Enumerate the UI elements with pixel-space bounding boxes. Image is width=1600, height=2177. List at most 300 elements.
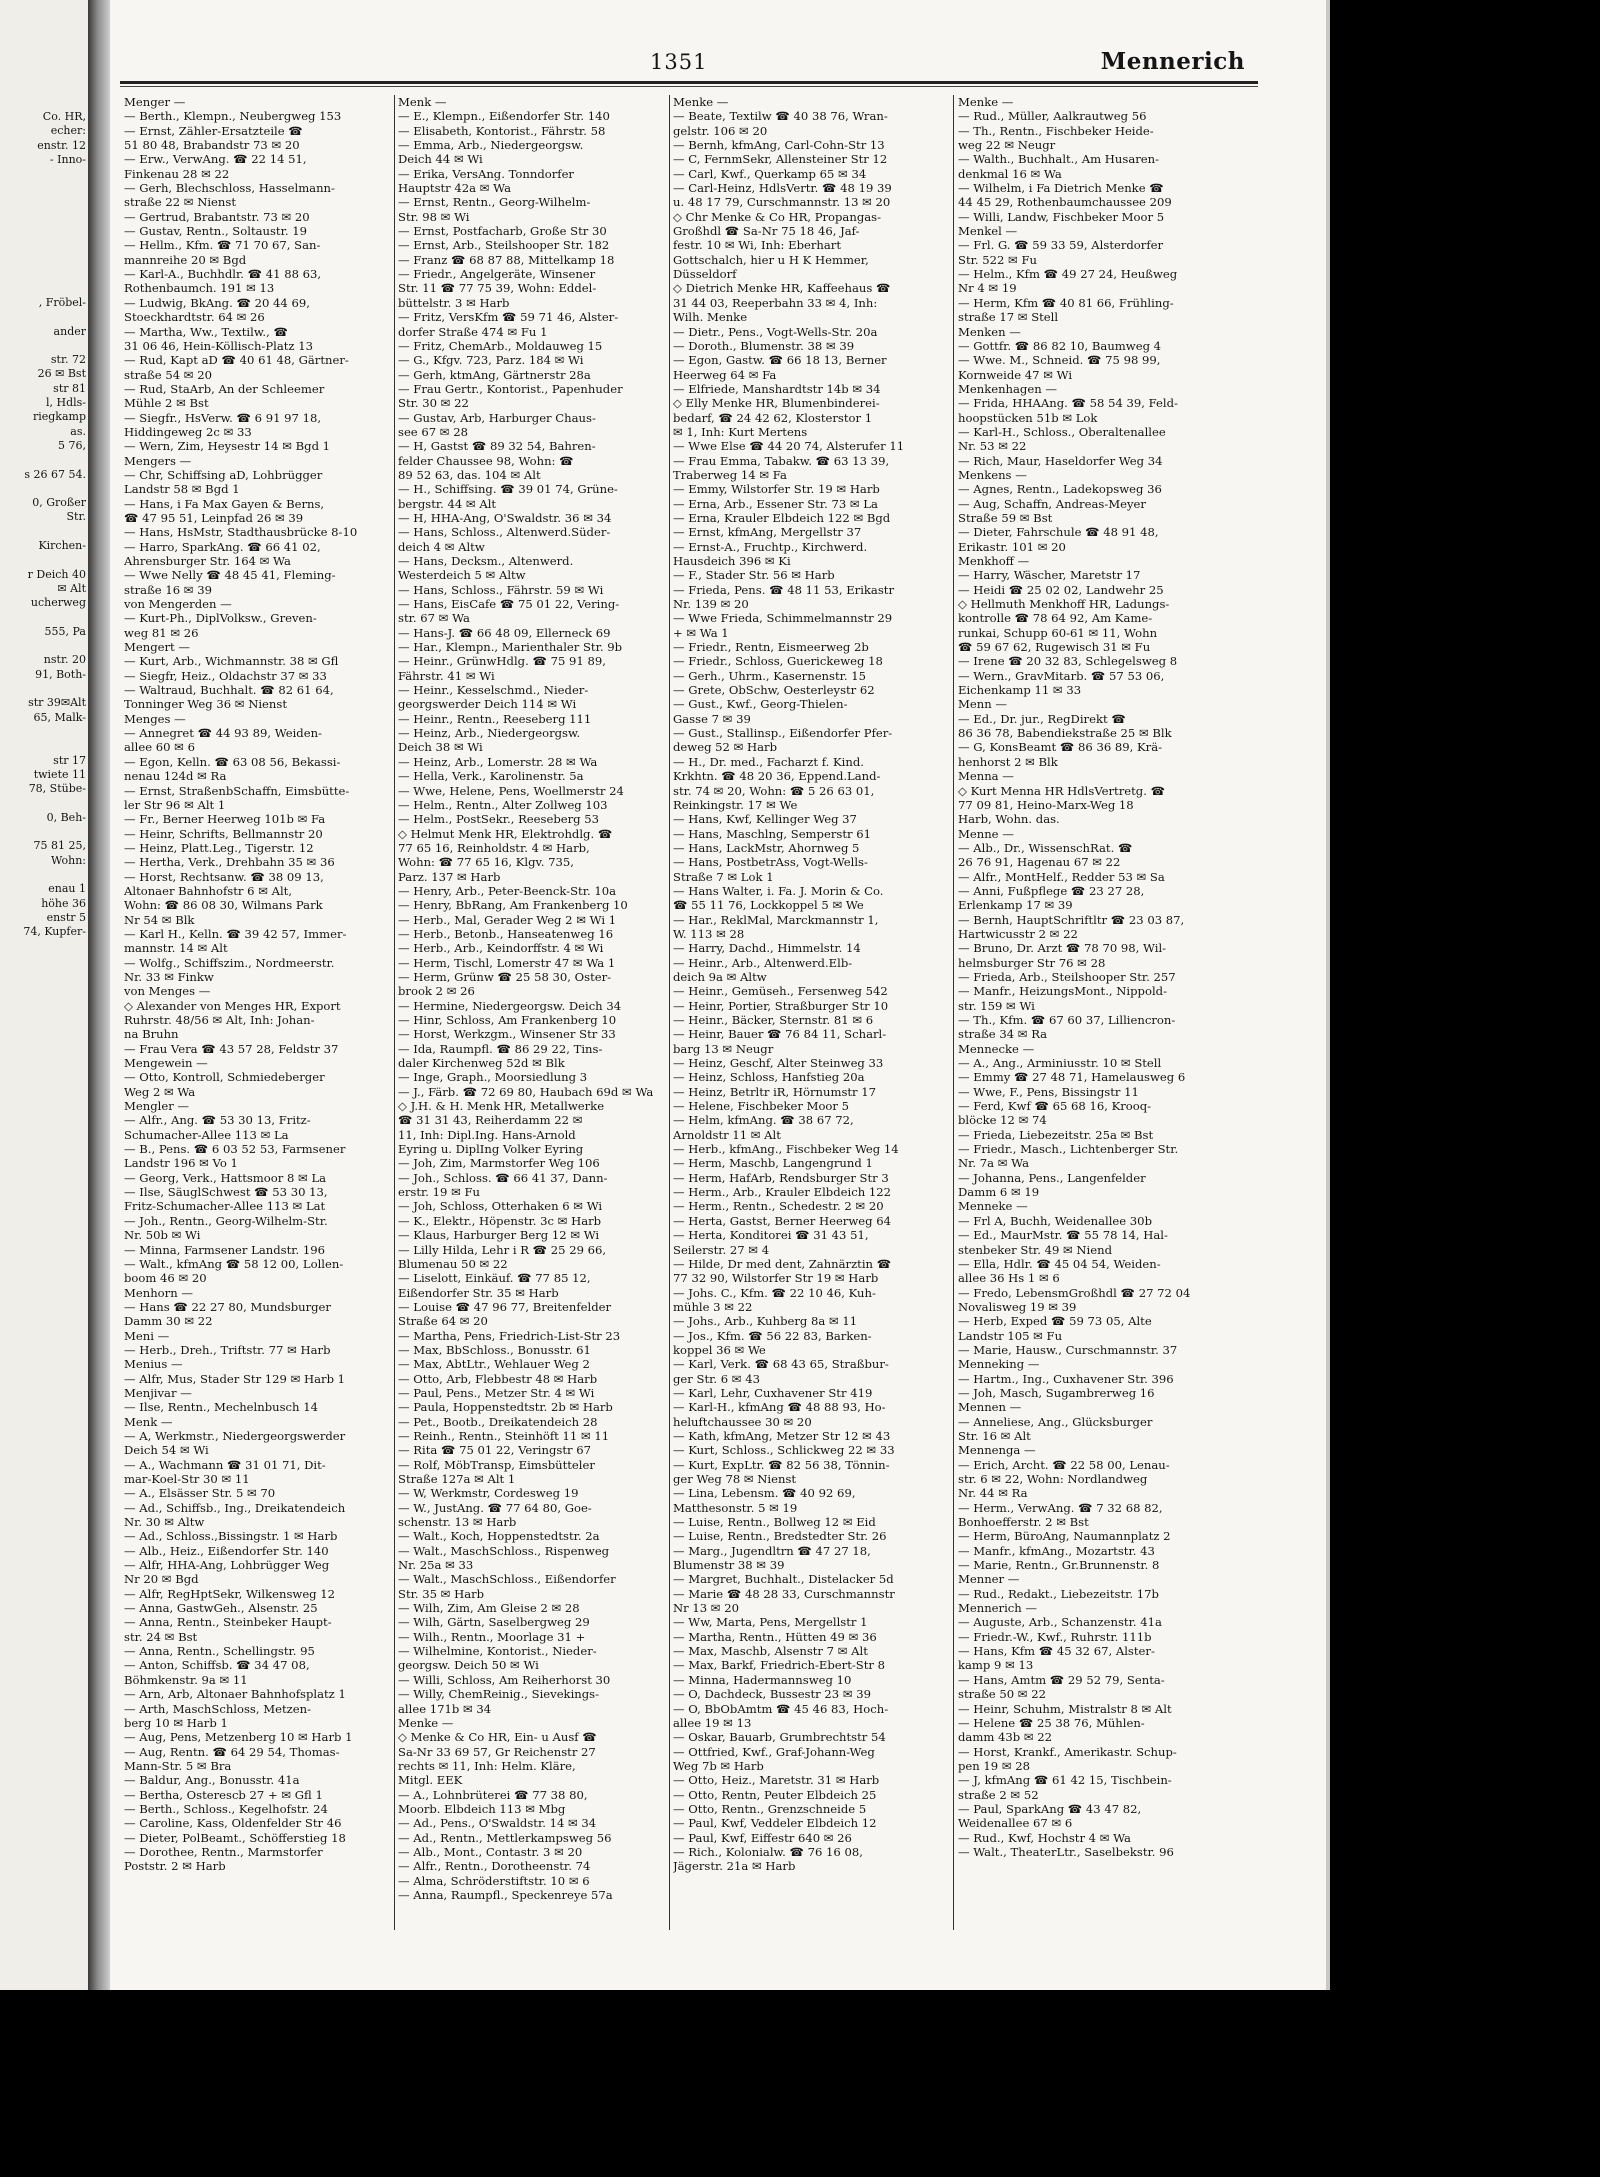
directory-line: — Herb., Dreh., Triftstr. 77 ✉ Harb xyxy=(124,1342,331,1357)
directory-line: mannreihe 20 ✉ Bgd xyxy=(124,252,247,267)
directory-line: brook 2 ✉ 26 xyxy=(398,984,475,999)
directory-line: — Wilh, Gärtn, Saselbergweg 29 xyxy=(398,1615,590,1630)
directory-line: — Fritz, ChemArb., Moldauweg 15 xyxy=(398,338,603,353)
directory-line: — Horst, Werkzgm., Winsener Str 33 xyxy=(398,1027,616,1042)
directory-line: — Bernh, kfmAng, Carl-Cohn-Str 13 xyxy=(673,138,885,153)
previous-page-fragment: s 26 67 54. xyxy=(24,467,86,481)
previous-page-fragment: höhe 36 xyxy=(41,896,86,910)
directory-line: — Karl, Verk. ☎ 68 43 65, Straßbur- xyxy=(673,1357,889,1372)
directory-line: — Walt., TheaterLtr., Saselbekstr. 96 xyxy=(958,1844,1174,1859)
directory-line: — Helm., PostSekr., Reeseberg 53 xyxy=(398,812,600,827)
directory-line: Düsseldorf xyxy=(673,267,737,282)
directory-line: — Pet., Bootb., Dreikatendeich 28 xyxy=(398,1414,598,1429)
directory-line: ◇ Hellmuth Menkhoff HR, Ladungs- xyxy=(958,597,1170,612)
directory-line: georgsw. Deich 50 ✉ Wi xyxy=(398,1658,539,1673)
directory-line: — Rud., Müller, Aalkrautweg 56 xyxy=(958,109,1147,124)
directory-line: — Heinr, Bauer ☎ 76 84 11, Scharl- xyxy=(673,1027,887,1042)
directory-line: — Henry, BbRang, Am Frankenberg 10 xyxy=(398,898,628,913)
directory-line: Blumenstr 38 ✉ 39 xyxy=(673,1558,785,1573)
directory-line: — Paul, Pens., Metzer Str. 4 ✉ Wi xyxy=(398,1385,595,1400)
directory-line: — Ida, Raumpfl. ☎ 86 29 22, Tins- xyxy=(398,1041,603,1056)
directory-line: straße 17 ✉ Stell xyxy=(958,310,1059,325)
directory-line: — Frau Emma, Tabakw. ☎ 63 13 39, xyxy=(673,453,890,468)
directory-line: — Ad., Schiffsb., Ing., Dreikatendeich xyxy=(124,1500,346,1515)
directory-line: — Fredo, LebensmGroßhdl ☎ 27 72 04 xyxy=(958,1285,1191,1300)
directory-line: — Karl-A., Buchhdlr. ☎ 41 88 63, xyxy=(124,267,322,282)
directory-line: — Karl H., Kelln. ☎ 39 42 57, Immer- xyxy=(124,926,347,941)
directory-line: — Alfr., Ang. ☎ 53 30 13, Fritz- xyxy=(124,1113,311,1128)
directory-line: — Gerh., Uhrm., Kasernenstr. 15 xyxy=(673,668,867,683)
directory-line: — Alfr, Mus, Stader Str 129 ✉ Harb 1 xyxy=(124,1371,346,1386)
directory-line: — Herb., kfmAng., Fischbeker Weg 14 xyxy=(673,1142,899,1157)
directory-line: — Heinr, Schuhm, Mistralstr 8 ✉ Alt xyxy=(958,1701,1172,1716)
directory-line: Straße 64 ✉ 20 xyxy=(398,1314,488,1329)
directory-line: Mengler — xyxy=(124,1099,190,1114)
directory-line: — W, Werkmstr, Cordesweg 19 xyxy=(398,1486,579,1501)
directory-line: — Heinz, Geschf, Alter Steinweg 33 xyxy=(673,1056,884,1071)
previous-page-strip xyxy=(0,0,88,1990)
directory-line: Menken — xyxy=(958,324,1021,339)
directory-line: — Walt., Koch, Hoppenstedtstr. 2a xyxy=(398,1529,600,1544)
directory-line: Eißendorfer Str. 35 ✉ Harb xyxy=(398,1285,559,1300)
directory-line: — Alfr, HHA-Ang, Lohbrügger Weg xyxy=(124,1558,330,1573)
directory-line: — Dieter, Fahrschule ☎ 48 91 48, xyxy=(958,525,1159,540)
directory-line: — Ed., MaurMstr. ☎ 55 78 14, Hal- xyxy=(958,1228,1168,1243)
directory-line: — Herm, HafArb, Rendsburger Str 3 xyxy=(673,1170,889,1185)
directory-line: straße 16 ✉ 39 xyxy=(124,582,212,597)
directory-line: Matthesonstr. 5 ✉ 19 xyxy=(673,1500,798,1515)
directory-line: — Rud., Kwf, Hochstr 4 ✉ Wa xyxy=(958,1830,1131,1845)
directory-line: runkai, Schupp 60-61 ✉ 11, Wohn xyxy=(958,625,1158,640)
directory-line: Menn — xyxy=(958,697,1007,712)
directory-line: — Alma, Schröderstiftstr. 10 ✉ 6 xyxy=(398,1873,590,1888)
directory-line: Moorb. Elbdeich 113 ✉ Mbg xyxy=(398,1801,566,1816)
directory-line: — Rud, StaArb, An der Schleemer xyxy=(124,381,325,396)
directory-line: festr. 10 ✉ Wi, Inh: Eberhart xyxy=(673,238,842,253)
directory-line: — F., Stader Str. 56 ✉ Harb xyxy=(673,568,835,583)
directory-line: 77 32 90, Wilstorfer Str 19 ✉ Harb xyxy=(673,1271,879,1286)
directory-line: — Herm, BüroAng, Naumannplatz 2 xyxy=(958,1529,1171,1544)
directory-line: bergstr. 44 ✉ Alt xyxy=(398,496,497,511)
directory-line: — H, HHA-Ang, O'Swaldstr. 36 ✉ 34 xyxy=(398,510,612,525)
directory-line: boom 46 ✉ 20 xyxy=(124,1271,207,1286)
directory-line: — Anni, Fußpflege ☎ 23 27 28, xyxy=(958,883,1145,898)
column-4 xyxy=(958,95,1230,1859)
directory-line: straße 50 ✉ 22 xyxy=(958,1687,1046,1702)
directory-line: — Gerh, ktmAng, Gärtnerstr 28a xyxy=(398,367,591,382)
directory-line: — Frl A, Buchh, Weidenallee 30b xyxy=(958,1213,1152,1228)
page-number: 1351 xyxy=(650,50,708,74)
directory-line: — Heinz, Platt.Leg., Tigerstr. 12 xyxy=(124,840,314,855)
directory-line: Böhmkenstr. 9a ✉ 11 xyxy=(124,1672,248,1687)
directory-line: — Wilhelmine, Kontorist., Nieder- xyxy=(398,1644,597,1659)
directory-line: — Th., Kfm. ☎ 67 60 37, Lilliencron- xyxy=(958,1013,1176,1027)
directory-line: gelstr. 106 ✉ 20 xyxy=(673,123,768,138)
directory-line: — Paul, Kwf, Eiffestr 640 ✉ 26 xyxy=(673,1830,852,1845)
directory-line: Deich 54 ✉ Wi xyxy=(124,1443,209,1458)
directory-line: Nr. 53 ✉ 22 xyxy=(958,439,1027,454)
directory-line: — Paul, Kwf, Veddeler Elbdeich 12 xyxy=(673,1816,877,1831)
directory-line: Blumenau 50 ✉ 22 xyxy=(398,1256,508,1271)
directory-line: — Martha, Pens, Friedrich-List-Str 23 xyxy=(398,1328,621,1343)
directory-line: — Agnes, Rentn., Ladekopsweg 36 xyxy=(958,482,1162,497)
directory-line: stenbeker Str. 49 ✉ Niend xyxy=(958,1242,1113,1257)
directory-line: Straße 7 ✉ Lok 1 xyxy=(673,869,774,884)
directory-line: — K., Elektr., Höpenstr. 3c ✉ Harb xyxy=(398,1213,602,1228)
directory-line: ◇ Dietrich Menke HR, Kaffeehaus ☎ xyxy=(673,281,891,296)
directory-line: — Hans, Maschlng, Semperstr 61 xyxy=(673,826,871,841)
header-rule-thin xyxy=(120,86,1258,87)
previous-page-fragment: 75 81 25, xyxy=(33,839,86,853)
directory-line: — Wolfg., Schiffszim., Nordmeerstr. xyxy=(124,955,335,970)
directory-line: pen 19 ✉ 28 xyxy=(958,1758,1031,1773)
directory-line: — Heinz, Schloss, Hanfstieg 20a xyxy=(673,1070,865,1085)
directory-line: Schumacher-Allee 113 ✉ La xyxy=(124,1127,289,1142)
directory-line: erstr. 19 ✉ Fu xyxy=(398,1185,480,1200)
directory-line: felder Chaussee 98, Wohn: ☎ xyxy=(398,453,574,468)
directory-line: — Hans-J. ☎ 66 48 09, Ellerneck 69 xyxy=(398,625,611,640)
directory-line: — Max, AbtLtr., Wehlauer Weg 2 xyxy=(398,1357,590,1372)
directory-line: Großhdl ☎ Sa-Nr 75 18 46, Jaf- xyxy=(673,224,860,239)
previous-page-fragment: as. xyxy=(70,424,86,438)
directory-line: — Grete, ObSchw, Oesterleystr 62 xyxy=(673,683,875,698)
directory-line: Damm 6 ✉ 19 xyxy=(958,1185,1040,1200)
directory-line: allee 171b ✉ 34 xyxy=(398,1701,492,1716)
directory-line: — Hans, Decksm., Altenwerd. xyxy=(398,554,574,568)
directory-line: — Manfr., kfmAng., Mozartstr. 43 xyxy=(958,1543,1155,1558)
directory-line: Ahrensburger Str. 164 ✉ Wa xyxy=(124,554,291,568)
directory-line: — Rich, Maur, Haseldorfer Weg 34 xyxy=(958,453,1163,468)
directory-line: — Hans, Amtm ☎ 29 52 79, Senta- xyxy=(958,1672,1165,1687)
directory-line: dorfer Straße 474 ✉ Fu 1 xyxy=(398,324,548,339)
directory-line: — Kurt, ExpLtr. ☎ 82 56 38, Tönnin- xyxy=(673,1457,890,1472)
directory-line: — Ad., Rentn., Mettlerkampsweg 56 xyxy=(398,1830,612,1845)
directory-line: — Heinz, Arb., Niedergeorgsw. xyxy=(398,726,581,741)
page-edge xyxy=(1326,0,1330,1990)
directory-line: — Heinz, Arb., Lomerstr. 28 ✉ Wa xyxy=(398,754,598,769)
directory-line: — Alb., Mont., Contastr. 3 ✉ 20 xyxy=(398,1844,583,1859)
directory-line: — Hans, EisCafe ☎ 75 01 22, Vering- xyxy=(398,597,620,612)
previous-page-fragment: Str. xyxy=(66,510,86,524)
directory-line: — Heinr., Arb., Altenwerd.Elb- xyxy=(673,955,853,970)
directory-line: — Johs. C., Kfm. ☎ 22 10 46, Kuh- xyxy=(673,1285,876,1300)
directory-line: — Kurt, Arb., Wichmannstr. 38 ✉ Gfl xyxy=(124,654,339,669)
directory-line: — Johs., Arb., Kuhberg 8a ✉ 11 xyxy=(673,1314,858,1329)
directory-line: — Karl, Lehr, Cuxhavener Str 419 xyxy=(673,1385,873,1400)
directory-line: — Hans, Kwf, Kellinger Weg 37 xyxy=(673,812,857,827)
directory-line: — Hartm., Ing., Cuxhavener Str. 396 xyxy=(958,1371,1174,1386)
directory-line: Weg 2 ✉ Wa xyxy=(124,1084,196,1099)
directory-line: — Herb, Exped ☎ 59 73 05, Alte xyxy=(958,1314,1152,1329)
directory-line: — Gustav, Rentn., Soltaustr. 19 xyxy=(124,224,307,239)
directory-line: — Ilse, Rentn., Mechelnbusch 14 xyxy=(124,1400,318,1415)
directory-line: berg 10 ✉ Harb 1 xyxy=(124,1715,228,1730)
directory-line: — Heidi ☎ 25 02 02, Landwehr 25 xyxy=(958,582,1164,597)
directory-line: Menkhoff — xyxy=(958,554,1030,568)
directory-line: — Otto, Rentn, Peuter Elbdeich 25 xyxy=(673,1787,877,1802)
directory-line: — Herb., Arb., Keindorffstr. 4 ✉ Wi xyxy=(398,941,604,956)
directory-line: Menneke — xyxy=(958,1199,1028,1214)
directory-line: ☎ 47 95 51, Leinpfad 26 ✉ 39 xyxy=(124,510,304,525)
directory-line: Menjivar — xyxy=(124,1385,192,1400)
directory-line: — Minna, Farmsener Landstr. 196 xyxy=(124,1242,326,1257)
directory-line: — Waltraud, Buchhalt. ☎ 82 61 64, xyxy=(124,683,334,698)
directory-line: — Joh, Zim, Marmstorfer Weg 106 xyxy=(398,1156,600,1171)
directory-line: Nr 13 ✉ 20 xyxy=(673,1601,739,1616)
directory-line: weg 81 ✉ 26 xyxy=(124,625,199,640)
previous-page-fragment: enau 1 xyxy=(48,882,86,896)
directory-line: — Egon, Kelln. ☎ 63 08 56, Bekassi- xyxy=(124,754,341,769)
directory-line: ◇ Helmut Menk HR, Elektrohdlg. ☎ xyxy=(398,826,613,841)
directory-line: — Marie, Hausw., Curschmannstr. 37 xyxy=(958,1342,1178,1357)
directory-line: Menke — xyxy=(958,95,1014,109)
directory-line: straße 34 ✉ Ra xyxy=(958,1027,1048,1042)
directory-line: ger Weg 78 ✉ Nienst xyxy=(673,1472,797,1486)
directory-line: Wilh. Menke xyxy=(673,310,748,325)
directory-line: — Herm, Tischl, Lomerstr 47 ✉ Wa 1 xyxy=(398,955,616,970)
previous-page-fragment: echer: xyxy=(50,124,86,138)
previous-page-fragment: Kirchen- xyxy=(38,539,86,552)
directory-line: — Gottfr. ☎ 86 82 10, Baumweg 4 xyxy=(958,338,1162,353)
directory-line: — Carl, Kwf., Querkamp 65 ✉ 34 xyxy=(673,166,867,181)
directory-line: — Marie, Rentn., Gr.Brunnenstr. 8 xyxy=(958,1558,1160,1573)
directory-line: Parz. 137 ✉ Harb xyxy=(398,869,501,884)
directory-line: barg 13 ✉ Neugr xyxy=(673,1041,774,1056)
directory-line: — Heinr., Gemüseh., Fersenweg 542 xyxy=(673,984,888,999)
directory-line: — Herm., Arb., Krauler Elbdeich 122 xyxy=(673,1185,891,1200)
directory-line: Gasse 7 ✉ 39 xyxy=(673,711,751,726)
directory-line: — Walt., MaschSchloss., Eißendorfer xyxy=(398,1572,616,1587)
directory-line: — Horst, Krankf., Amerikastr. Schup- xyxy=(958,1744,1177,1759)
directory-line: — Friedr.-W., Kwf., Ruhrstr. 111b xyxy=(958,1629,1152,1644)
directory-line: — Minna, Hadermannsweg 10 xyxy=(673,1672,852,1687)
directory-line: Bonhoefferstr. 2 ✉ Bst xyxy=(958,1515,1089,1530)
directory-line: Nr. 50b ✉ Wi xyxy=(124,1228,201,1243)
directory-line: — Ad., Schloss.,Bissingstr. 1 ✉ Harb xyxy=(124,1529,338,1544)
directory-line: — Anna, Rentn., Steinbeker Haupt- xyxy=(124,1615,332,1630)
column-3 xyxy=(673,95,945,1874)
directory-line: ☎ 55 11 76, Lockkoppel 5 ✉ We xyxy=(673,898,864,913)
directory-line: — Hellm., Kfm. ☎ 71 70 67, San- xyxy=(124,238,321,253)
previous-page-fragment: twiete 11 xyxy=(33,767,86,781)
directory-line: Mengers — xyxy=(124,453,192,468)
running-head: Mennerich xyxy=(1100,48,1245,75)
directory-line: — Berth., Schloss., Kegelhofstr. 24 xyxy=(124,1801,328,1816)
directory-line: — Margret, Buchhalt., Distelacker 5d xyxy=(673,1572,894,1587)
directory-line: — Max, Maschb, Alsenstr 7 ✉ Alt xyxy=(673,1644,868,1659)
directory-line: damm 43b ✉ 22 xyxy=(958,1730,1053,1745)
directory-line: — Gertrud, Brabantstr. 73 ✉ 20 xyxy=(124,209,310,224)
directory-line: — Bruno, Dr. Arzt ☎ 78 70 98, Wil- xyxy=(958,941,1167,956)
directory-line: Nr 4 ✉ 19 xyxy=(958,281,1017,296)
directory-line: Harb, Wohn. das. xyxy=(958,812,1060,827)
directory-line: — Otto, Arb, Flebbestr 48 ✉ Harb xyxy=(398,1371,598,1386)
directory-line: — Erika, VersAng. Tonndorfer xyxy=(398,166,574,181)
directory-line: — Herm, Grünw ☎ 25 58 30, Oster- xyxy=(398,969,612,984)
directory-line: — Har., ReklMal, Marckmannstr 1, xyxy=(673,912,879,927)
directory-line: Menna — xyxy=(958,769,1014,784)
directory-line: — Anton, Schiffsb. ☎ 34 47 08, xyxy=(124,1658,310,1673)
directory-line: — Ernst, Arb., Steilshooper Str. 182 xyxy=(398,238,610,253)
directory-line: — Horst, Rechtsanw. ☎ 38 09 13, xyxy=(124,869,324,884)
directory-line: — Frau Gertr., Kontorist., Papenhuder xyxy=(398,381,623,396)
directory-line: Jägerstr. 21a ✉ Harb xyxy=(673,1859,796,1874)
directory-line: mühle 3 ✉ 22 xyxy=(673,1299,753,1314)
book-gutter xyxy=(88,0,110,1990)
directory-line: — Herm., Rentn., Schedestr. 2 ✉ 20 xyxy=(673,1199,884,1214)
directory-line: — Alfr., MontHelf., Redder 53 ✉ Sa xyxy=(958,869,1165,884)
directory-line: Mitgl. EEK xyxy=(398,1773,463,1788)
directory-line: — Willi, Landw, Fischbeker Moor 5 xyxy=(958,209,1165,224)
directory-line: — Inge, Graph., Moorsiedlung 3 xyxy=(398,1070,588,1085)
directory-line: Reinkingstr. 17 ✉ We xyxy=(673,797,798,812)
directory-line: Menk — xyxy=(124,1414,173,1429)
directory-line: rechts ✉ 11, Inh: Helm. Kläre, xyxy=(398,1758,576,1773)
directory-line: — O, Dachdeck, Bussestr 23 ✉ 39 xyxy=(673,1687,871,1702)
directory-line: daler Kirchenweg 52d ✉ Blk xyxy=(398,1056,565,1071)
directory-line: — H., Schiffsing. ☎ 39 01 74, Grüne- xyxy=(398,482,618,497)
directory-line: — Erna, Arb., Essener Str. 73 ✉ La xyxy=(673,496,878,511)
directory-line: — Hans, PostbetrAss, Vogt-Wells- xyxy=(673,855,868,870)
column-divider xyxy=(953,95,954,1930)
directory-line: — Hans Walter, i. Fa. J. Morin & Co. xyxy=(673,883,884,898)
directory-line: Damm 30 ✉ 22 xyxy=(124,1314,213,1329)
directory-line: see 67 ✉ 28 xyxy=(398,424,468,439)
directory-line: — Heinr., Kesselschmd., Nieder- xyxy=(398,683,589,698)
directory-line: Landstr 58 ✉ Bgd 1 xyxy=(124,482,240,497)
directory-line: — Willi, Schloss, Am Reiherhorst 30 xyxy=(398,1672,611,1687)
directory-line: Mennerich — xyxy=(958,1601,1038,1616)
previous-page-fragment: 26 ✉ Bst xyxy=(37,367,86,381)
directory-line: — Ella, Hdlr. ☎ 45 04 54, Weiden- xyxy=(958,1256,1161,1271)
directory-line: Nr 54 ✉ Blk xyxy=(124,912,195,927)
directory-line: — Hans, Kfm ☎ 45 32 67, Alster- xyxy=(958,1644,1155,1659)
directory-line: Novalisweg 19 ✉ 39 xyxy=(958,1299,1077,1314)
directory-line: Mennecke — xyxy=(958,1041,1035,1056)
directory-line: Eichenkamp 11 ✉ 33 xyxy=(958,683,1082,698)
directory-line: — Wwe, F., Pens, Bissingstr 11 xyxy=(958,1084,1139,1099)
directory-line: — Otto, Rentn., Grenzschneide 5 xyxy=(673,1801,867,1816)
directory-line: — Marg., Jugendltrn ☎ 47 27 18, xyxy=(673,1543,871,1558)
directory-line: — Chr, Schiffsing aD, Lohbrügger xyxy=(124,467,323,482)
directory-line: — Herta, Konditorei ☎ 31 43 51, xyxy=(673,1228,869,1243)
directory-line: Menne — xyxy=(958,826,1014,841)
directory-line: — Marie ☎ 48 28 33, Curschmannstr xyxy=(673,1586,895,1601)
directory-line: straße 2 ✉ 52 xyxy=(958,1787,1039,1802)
directory-line: Erikastr. 101 ✉ 20 xyxy=(958,539,1066,554)
column-1 xyxy=(124,95,396,1874)
previous-page-fragment: 91, Both- xyxy=(35,667,86,681)
directory-line: 86 36 78, Babendiekstraße 25 ✉ Blk xyxy=(958,726,1172,741)
directory-line: — Wwe Frieda, Schimmelmannstr 29 xyxy=(673,611,893,626)
directory-line: — Erw., VerwAng. ☎ 22 14 51, xyxy=(124,152,307,167)
directory-line: ☎ 59 67 62, Rugewisch 31 ✉ Fu xyxy=(958,640,1151,655)
directory-line: — Alfr, RegHptSekr, Wilkensweg 12 xyxy=(124,1586,336,1601)
directory-line: Str. 11 ☎ 77 75 39, Wohn: Eddel- xyxy=(398,281,597,296)
directory-line: kamp 9 ✉ 13 xyxy=(958,1658,1034,1673)
directory-line: — Auguste, Arb., Schanzenstr. 41a xyxy=(958,1615,1162,1630)
directory-line: ler Str 96 ✉ Alt 1 xyxy=(124,797,226,812)
directory-line: kontrolle ☎ 78 64 92, Am Kame- xyxy=(958,611,1153,626)
directory-line: Str. 30 ✉ 22 xyxy=(398,396,469,411)
directory-line: — Emmy ☎ 27 48 71, Hamelausweg 6 xyxy=(958,1070,1186,1085)
directory-line: — Arn, Arb, Altonaer Bahnhofsplatz 1 xyxy=(124,1687,346,1702)
directory-line: — Helm., Rentn., Alter Zollweg 103 xyxy=(398,797,608,812)
directory-line: — Joh., Rentn., Georg-Wilhelm-Str. xyxy=(124,1213,328,1228)
directory-line: ☎ 31 31 43, Reiherdamm 22 ✉ xyxy=(398,1113,583,1128)
directory-line: — Oskar, Bauarb, Grumbrechtstr 54 xyxy=(673,1730,886,1745)
previous-page-fragment: str 17 xyxy=(53,753,86,767)
directory-line: — Wern, Zim, Heysestr 14 ✉ Bgd 1 xyxy=(124,439,331,454)
directory-line: 44 45 29, Rothenbaumchaussee 209 xyxy=(958,195,1172,210)
directory-line: 77 09 81, Heino-Marx-Weg 18 xyxy=(958,797,1134,812)
directory-line: Mann-Str. 5 ✉ Bra xyxy=(124,1758,232,1773)
directory-line: — Helm, kfmAng. ☎ 38 67 72, xyxy=(673,1113,854,1128)
directory-line: — Frida, HHAAng. ☎ 58 54 39, Feld- xyxy=(958,396,1178,411)
directory-line: deweg 52 ✉ Harb xyxy=(673,740,777,755)
directory-line: Mengert — xyxy=(124,640,190,655)
directory-line: — Henry, Arb., Peter-Beenck-Str. 10a xyxy=(398,883,616,898)
directory-line: Mühle 2 ✉ Bst xyxy=(124,396,209,411)
directory-line: — Berth., Klempn., Neubergweg 153 xyxy=(124,109,342,124)
directory-line: — Alb., Dr., WissenschRat. ☎ xyxy=(958,840,1133,855)
directory-line: — Martha, Rentn., Hütten 49 ✉ 36 xyxy=(673,1629,877,1644)
directory-line: Landstr 196 ✉ Vo 1 xyxy=(124,1156,238,1171)
directory-line: — Rich., Kolonialw. ☎ 76 16 08, xyxy=(673,1844,863,1859)
directory-line: W. 113 ✉ 28 xyxy=(673,926,745,941)
directory-line: — W., JustAng. ☎ 77 64 80, Goe- xyxy=(398,1500,592,1515)
directory-line: — Walt., MaschSchloss., Rispenweg xyxy=(398,1543,610,1558)
directory-line: — Helm., Kfm ☎ 49 27 24, Heußweg xyxy=(958,267,1178,282)
directory-line: Eyring u. DiplIng Volker Eyring xyxy=(398,1142,584,1157)
directory-line: Seilerstr. 27 ✉ 4 xyxy=(673,1242,770,1257)
directory-line: — Gustav, Arb, Harburger Chaus- xyxy=(398,410,596,425)
directory-line: — Helene, Fischbeker Moor 5 xyxy=(673,1099,850,1114)
directory-line: straße 54 ✉ 20 xyxy=(124,367,212,382)
directory-line: allee 19 ✉ 13 xyxy=(673,1715,752,1730)
directory-line: Erlenkamp 17 ✉ 39 xyxy=(958,898,1073,913)
directory-line: Nr 20 ✉ Bgd xyxy=(124,1572,199,1587)
directory-line: — Otto, Kontroll, Schmiedeberger xyxy=(124,1070,325,1085)
previous-page-fragment: enstr. 12 xyxy=(37,138,86,152)
directory-line: — Anna, Raumpfl., Speckenreye 57a xyxy=(398,1887,613,1902)
directory-line: Str. 98 ✉ Wi xyxy=(398,209,470,224)
directory-line: — Herm., VerwAng. ☎ 7 32 68 82, xyxy=(958,1500,1163,1515)
directory-line: — Frl. G. ☎ 59 33 59, Alsterdorfer xyxy=(958,238,1164,253)
directory-line: Nr. 7a ✉ Wa xyxy=(958,1156,1029,1171)
directory-line: Menk — xyxy=(398,95,447,109)
directory-line: — Otto, Heiz., Maretstr. 31 ✉ Harb xyxy=(673,1773,880,1788)
directory-line: Hauptstr 42a ✉ Wa xyxy=(398,181,511,196)
directory-line: — Hertha, Verk., Drehbahn 35 ✉ 36 xyxy=(124,855,335,870)
directory-line: — Siegfr., HsVerw. ☎ 6 91 97 18, xyxy=(124,410,322,425)
previous-page-fragment: nstr. 20 xyxy=(43,653,86,667)
directory-line: — Joh, Schloss, Otterhaken 6 ✉ Wi xyxy=(398,1199,603,1214)
directory-line: — E., Klempn., Eißendorfer Str. 140 xyxy=(398,109,610,124)
directory-line: — Alb., Heiz., Eißendorfer Str. 140 xyxy=(124,1543,329,1558)
directory-line: — Caroline, Kass, Oldenfelder Str 46 xyxy=(124,1816,342,1831)
directory-line: georgswerder Deich 114 ✉ Wi xyxy=(398,697,577,712)
previous-page-fragment: 74, Kupfer- xyxy=(23,925,86,939)
directory-line: Nr. 139 ✉ 20 xyxy=(673,597,749,612)
previous-page-fragment: 65, Malk- xyxy=(33,710,86,724)
directory-line: — J., Färb. ☎ 72 69 80, Haubach 69d ✉ Wa xyxy=(398,1084,654,1099)
previous-page-fragment: - Inno- xyxy=(49,152,86,166)
directory-line: — Anna, Rentn., Schellingstr. 95 xyxy=(124,1644,315,1659)
directory-line: helmsburger Str 76 ✉ 28 xyxy=(958,955,1106,970)
directory-line: — Fr., Berner Heerweg 101b ✉ Fa xyxy=(124,812,326,827)
directory-line: u. 48 17 79, Curschmannstr. 13 ✉ 20 xyxy=(673,195,891,210)
